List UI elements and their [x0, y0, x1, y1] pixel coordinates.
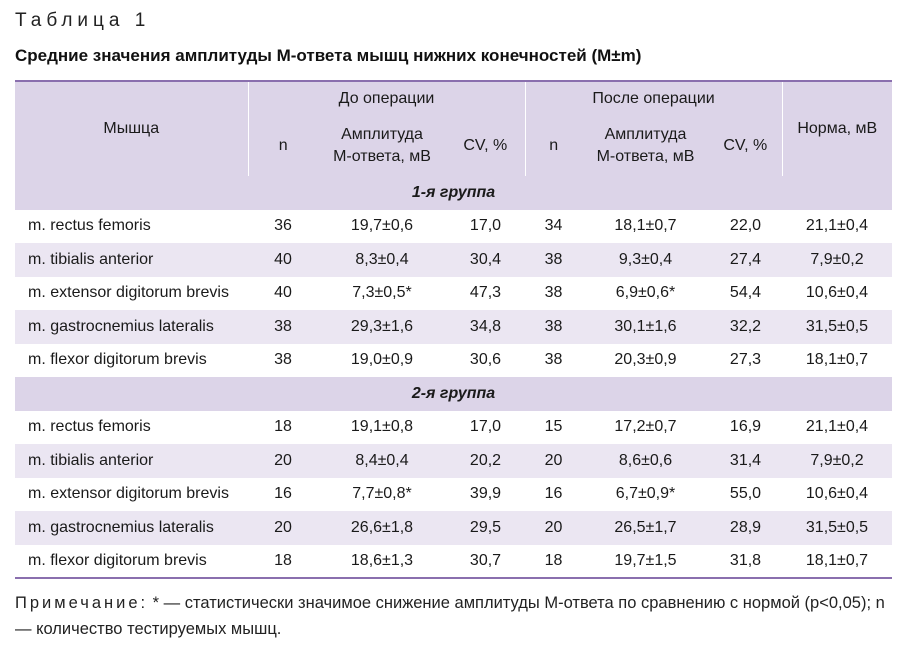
table-body: [15, 176, 892, 578]
cell-muscle: m. flexor digitorum brevis: [15, 344, 248, 378]
group-title: 2-я группа: [15, 377, 892, 411]
header-amp-after: [582, 116, 709, 176]
header-amp-after-line2: М-ответа, мВ: [596, 148, 695, 165]
cell-amp-after: 19,7±1,5: [582, 545, 709, 579]
cell-n-before: 18: [248, 411, 318, 445]
cell-n-before: 18: [248, 545, 318, 579]
cell-cv-before: 20,2: [446, 444, 525, 478]
cell-n-after: 38: [525, 344, 582, 378]
cell-cv-before: 17,0: [446, 411, 525, 445]
cell-n-after: 38: [525, 243, 582, 277]
table-row: [15, 545, 892, 579]
cell-n-after: 38: [525, 277, 582, 311]
cell-amp-after: 17,2±0,7: [582, 411, 709, 445]
cell-amp-before: 8,4±0,4: [318, 444, 446, 478]
table-row: [15, 411, 892, 445]
cell-norm: 21,1±0,4: [782, 210, 892, 244]
header-amp-before: [318, 116, 446, 176]
table-label: Таблица 1: [15, 10, 151, 31]
cell-n-after: 38: [525, 310, 582, 344]
cell-cv-after: 31,4: [709, 444, 782, 478]
header-cv-before: CV, %: [446, 116, 525, 176]
cell-cv-after: 31,8: [709, 545, 782, 579]
cell-cv-before: 30,4: [446, 243, 525, 277]
cell-muscle: m. tibialis anterior: [15, 444, 248, 478]
cell-amp-before: 18,6±1,3: [318, 545, 446, 579]
cell-muscle: m. gastrocnemius lateralis: [15, 310, 248, 344]
cell-amp-before: 19,1±0,8: [318, 411, 446, 445]
group-title: 1-я группа: [15, 176, 892, 210]
cell-n-after: 20: [525, 511, 582, 545]
cell-amp-after: 9,3±0,4: [582, 243, 709, 277]
table-note: [15, 590, 895, 642]
cell-amp-before: 8,3±0,4: [318, 243, 446, 277]
cell-muscle: m. flexor digitorum brevis: [15, 545, 248, 579]
cell-n-after: 18: [525, 545, 582, 579]
cell-cv-after: 54,4: [709, 277, 782, 311]
cell-cv-after: 16,9: [709, 411, 782, 445]
cell-norm: 31,5±0,5: [782, 511, 892, 545]
cell-amp-before: 19,7±0,6: [318, 210, 446, 244]
cell-cv-after: 22,0: [709, 210, 782, 244]
cell-cv-after: 32,2: [709, 310, 782, 344]
cell-muscle: m. rectus femoris: [15, 210, 248, 244]
cell-muscle: m. tibialis anterior: [15, 243, 248, 277]
cell-n-after: 20: [525, 444, 582, 478]
cell-n-before: 16: [248, 478, 318, 512]
note-text: * — статистически значимое снижение амплитуды М-ответа по сравнению с нормой (p<0,05); n — количество тестируемых мышц.: [15, 594, 885, 638]
cell-n-before: 20: [248, 444, 318, 478]
cell-amp-before: 7,3±0,5*: [318, 277, 446, 311]
cell-n-after: 15: [525, 411, 582, 445]
cell-cv-after: 28,9: [709, 511, 782, 545]
cell-cv-before: 29,5: [446, 511, 525, 545]
header-amp-before-line1: Амплитуда: [341, 126, 423, 143]
cell-amp-after: 30,1±1,6: [582, 310, 709, 344]
table-row: [15, 511, 892, 545]
cell-amp-after: 20,3±0,9: [582, 344, 709, 378]
cell-amp-before: 7,7±0,8*: [318, 478, 446, 512]
header-before: До операции: [248, 81, 525, 116]
header-amp-after-line1: Амплитуда: [604, 126, 687, 143]
cell-amp-after: 26,5±1,7: [582, 511, 709, 545]
cell-cv-after: 55,0: [709, 478, 782, 512]
cell-cv-before: 39,9: [446, 478, 525, 512]
cell-amp-after: 18,1±0,7: [582, 210, 709, 244]
cell-muscle: m. extensor digitorum brevis: [15, 277, 248, 311]
table-row: [15, 210, 892, 244]
header-muscle: Мышца: [15, 81, 248, 176]
cell-cv-before: 47,3: [446, 277, 525, 311]
cell-amp-before: 19,0±0,9: [318, 344, 446, 378]
header-n-before: n: [248, 116, 318, 176]
cell-norm: 10,6±0,4: [782, 478, 892, 512]
cell-amp-after: 6,9±0,6*: [582, 277, 709, 311]
cell-cv-after: 27,3: [709, 344, 782, 378]
cell-norm: 21,1±0,4: [782, 411, 892, 445]
table-title: Средние значения амплитуды М-ответа мышц нижних конечностей (M±m): [15, 46, 642, 65]
table-row: [15, 277, 892, 311]
cell-n-before: 36: [248, 210, 318, 244]
header-after: После операции: [525, 81, 782, 116]
header-norm: Норма, мВ: [782, 81, 892, 176]
cell-muscle: m. extensor digitorum brevis: [15, 478, 248, 512]
cell-amp-after: 8,6±0,6: [582, 444, 709, 478]
cell-norm: 18,1±0,7: [782, 545, 892, 579]
cell-muscle: m. gastrocnemius lateralis: [15, 511, 248, 545]
table-row: [15, 310, 892, 344]
cell-muscle: m. rectus femoris: [15, 411, 248, 445]
table-row: [15, 344, 892, 378]
table-row: [15, 243, 892, 277]
cell-n-before: 38: [248, 310, 318, 344]
data-table: [15, 80, 892, 579]
cell-n-before: 40: [248, 277, 318, 311]
cell-cv-before: 30,6: [446, 344, 525, 378]
cell-cv-before: 34,8: [446, 310, 525, 344]
cell-norm: 10,6±0,4: [782, 277, 892, 311]
cell-n-before: 40: [248, 243, 318, 277]
cell-n-before: 20: [248, 511, 318, 545]
cell-norm: 18,1±0,7: [782, 344, 892, 378]
group-row: [15, 377, 892, 411]
header-n-after: n: [525, 116, 582, 176]
table-row: [15, 444, 892, 478]
cell-n-after: 16: [525, 478, 582, 512]
note-label: Примечание:: [15, 594, 149, 612]
cell-amp-before: 26,6±1,8: [318, 511, 446, 545]
cell-cv-before: 17,0: [446, 210, 525, 244]
cell-n-after: 34: [525, 210, 582, 244]
cell-n-before: 38: [248, 344, 318, 378]
cell-amp-after: 6,7±0,9*: [582, 478, 709, 512]
cell-norm: 7,9±0,2: [782, 243, 892, 277]
cell-amp-before: 29,3±1,6: [318, 310, 446, 344]
cell-cv-before: 30,7: [446, 545, 525, 579]
cell-norm: 31,5±0,5: [782, 310, 892, 344]
cell-cv-after: 27,4: [709, 243, 782, 277]
group-row: [15, 176, 892, 210]
table-row: [15, 478, 892, 512]
header-cv-after: CV, %: [709, 116, 782, 176]
header-amp-before-line2: М-ответа, мВ: [333, 148, 431, 165]
cell-norm: 7,9±0,2: [782, 444, 892, 478]
